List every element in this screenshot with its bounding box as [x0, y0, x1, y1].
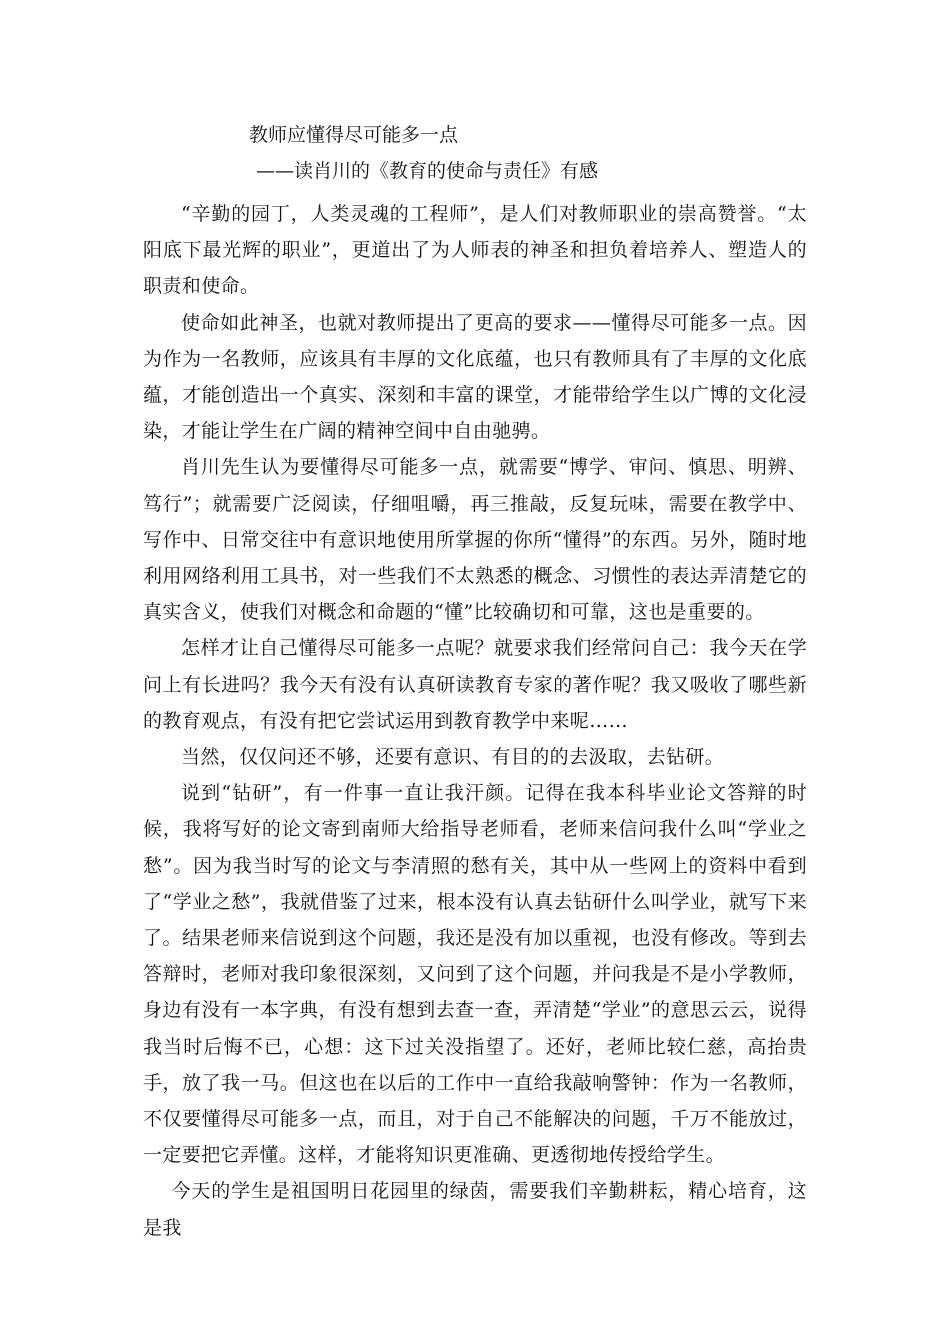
paragraph: 肖川先生认为要懂得尽可能多一点，就需要“博学、审问、慎思、明辨、笃行”；就需要广泛阅读，仔细咀嚼，再三推敲，反复玩味，需要在教学中、写作中、日常交往中有意识地使用所掌握的你所“懂得”的东西。另外，随时地利用网络利用工具书，对一些我们不太熟悉的概念、习惯性的表达弄清楚它的真实含义，使我们对概念和命题的“懂”比较确切和可靠，这也是重要的。 [143, 456, 807, 624]
paragraph: 说到“钻研”，有一件事一直让我汗颜。记得在我本科毕业论文答辩的时候，我将写好的论文寄到南师大给指导老师看，老师来信问我什么叫“学业之愁”。因为我当时写的论文与李清照的愁有关，其中从一些网上的资料中看到了“学业之愁”，我就借鉴了过来，根本没有认真去钻研什么叫学业，就写下来了。结果老师来信说到这个问题，我还是没有加以重视，也没有修改。等到去答辩时，老师对我印象很深刻，又问到了这个问题，并问我是不是小学教师，身边有没有一本字典，有没有想到去查一查，弄清楚“学业”的意思云云，说得我当时后悔不已，心想：这下过关没指望了。还好，老师比较仁慈，高抬贵手，放了我一马。但这也在以后的工作中一直给我敲响警钟：作为一名教师，不仅要懂得尽可能多一点，而且，对于自己不能解决的问题，千万不能放过，一定要把它弄懂。这样，才能将知识更准确、更透彻地传授给学生。 [143, 782, 807, 1167]
document-title: 教师应懂得尽可能多一点 [249, 124, 459, 146]
document-subtitle: ——读肖川的《教育的使命与责任》有感 [256, 160, 599, 182]
paragraph: 使命如此神圣，也就对教师提出了更高的要求——懂得尽可能多一点。因为作为一名教师，应该具有丰厚的文化底蕴，也只有教师具有了丰厚的文化底蕴，才能创造出一个真实、深刻和丰富的课堂，才能带给学生以广博的文化浸染，才能让学生在广阔的精神空间中自由驰骋。 [143, 311, 807, 443]
paragraph: “辛勤的园丁，人类灵魂的工程师”，是人们对教师职业的崇高赞誉。“太阳底下最光辉的职业”，更道出了为人师表的神圣和担负着培养人、塑造人的职责和使命。 [143, 203, 807, 298]
paragraph: 怎样才让自己懂得尽可能多一点呢？就要求我们经常问自己：我今天在学问上有长进吗？我今天有没有认真研读教育专家的著作呢？我又吸收了哪些新的教育观点，有没有把它尝试运用到教育教学中来呢…… [143, 637, 807, 732]
paragraph: 当然，仅仅问还不够，还要有意识、有目的的去汲取，去钻研。 [181, 746, 725, 769]
document-body [143, 196, 807, 1246]
paragraph: 今天的学生是祖国明日花园里的绿茵，需要我们辛勤耕耘，精心培育，这是我 [143, 1180, 807, 1239]
